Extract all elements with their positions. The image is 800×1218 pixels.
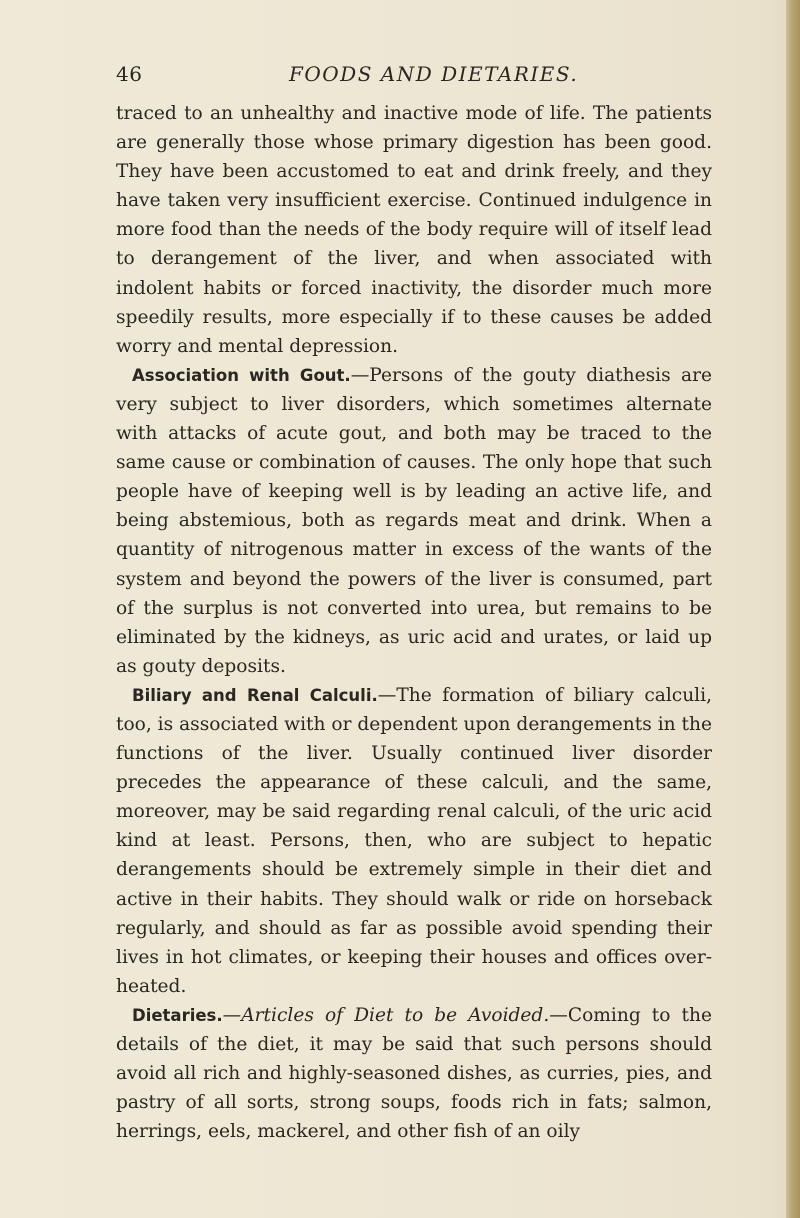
page-edge-shadow [786, 0, 800, 1218]
section-heading-calculi: Biliary and Renal Calculi. [132, 685, 378, 705]
paragraph-association-with-gout [116, 361, 712, 681]
page-header [116, 62, 696, 90]
paragraph-text: —Coming to the details of the diet, it may be said that such persons should avoid all rich and highly-seasoned dishes, as curries, pies, and pastry of all sorts, strong soups, foods rich in fats; salmon, herrings, eels, mackerel, and other fish of an oily [116, 1004, 712, 1143]
paragraph-dietaries [116, 1001, 712, 1146]
running-title: FOODS AND DIETARIES. [289, 62, 579, 86]
page-number: 46 [116, 62, 143, 86]
section-heading-gout: Association with Gout. [132, 365, 351, 385]
paragraph-text: —The formation of biliary calculi, too, is associated with or dependent upon derangements in the functions of the liver. Usually continued liver disorder precedes the appearance of these calculi, and the same, moreover, may be said regarding renal calculi, of the uric acid kind at least. Persons, then, who are subject to hepatic derangements should be extremely simple in their diet and active in their habits. They should walk or ride on horseback regularly, and should as far as possible avoid spending their lives in hot climates, or keeping their houses and offices over-heated. [116, 684, 712, 997]
subheading-articles-to-avoid: —Articles of Diet to be Avoided. [222, 1004, 550, 1026]
paragraph-text: —Persons of the gouty diathesis are very subject to liver disorders, which sometimes alternate with attacks of acute gout, and both may be traced to the same cause or combination of causes. The only hope that such people have of keeping well is by leading an active life, and being abstemious, both as regards meat and drink. When a quantity of nitrogenous matter in excess of the wants of the system and beyond the powers of the liver is consumed, part of the surplus is not converted into urea, but remains to be eliminated by the kidneys, as uric acid and urates, or laid up as gouty deposits. [116, 364, 713, 677]
paragraph-text: traced to an unhealthy and inactive mode of life. The patients are generally those whose primary digestion has been good. They have been accustomed to eat and drink freely, and they have taken very insufficient exercise. Continued indulgence in more food than the needs of the body require will of itself lead to derangement of the liver, and when associated with indolent habits or forced inactivity, the disorder much more speedily results, more especially if to these causes be added worry and mental depression. [116, 103, 712, 357]
body-text [116, 99, 712, 1146]
section-heading-dietaries: Dietaries. [132, 1005, 223, 1025]
paragraph-biliary-renal-calculi [116, 681, 712, 1001]
paragraph-liver-causes [116, 99, 712, 361]
